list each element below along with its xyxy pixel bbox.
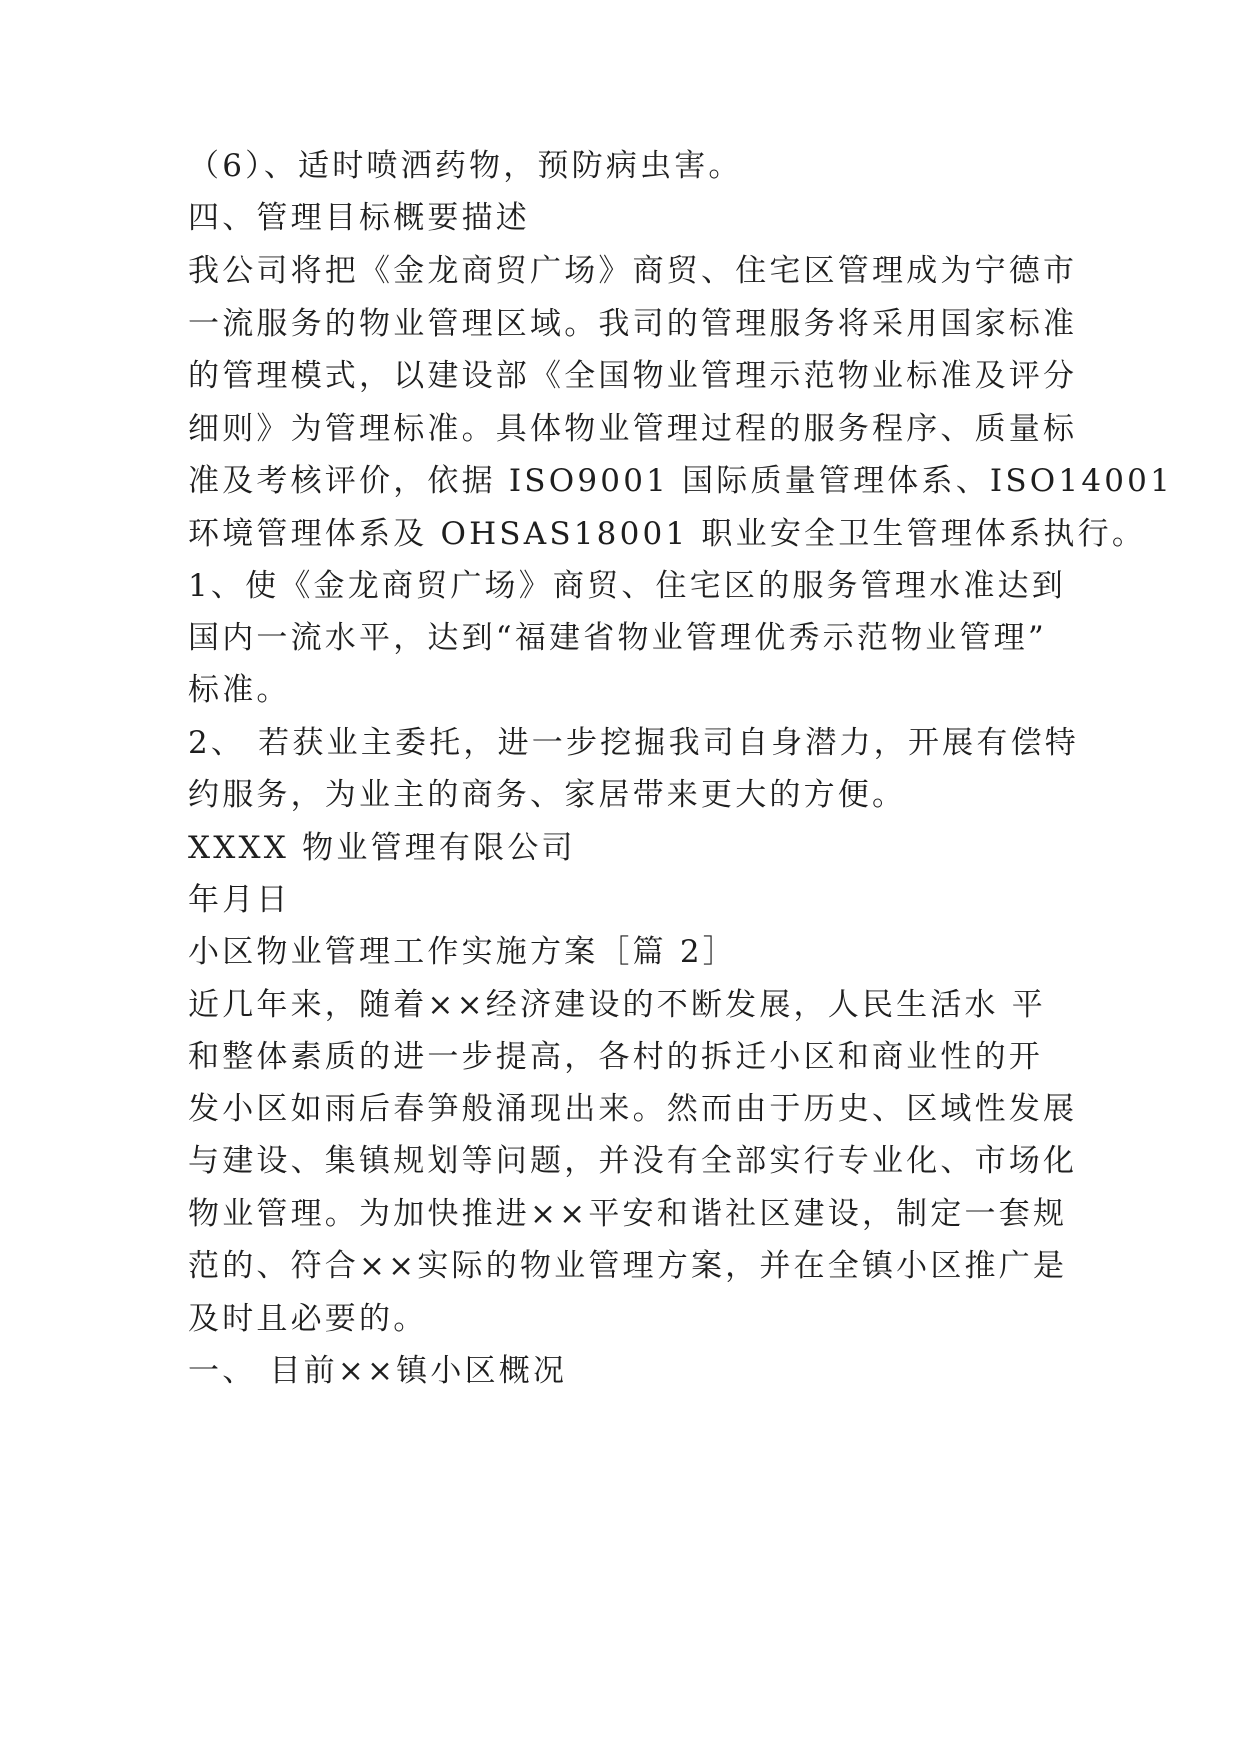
text-line-7: 准及考核评价，依据 ISO9001 国际质量管理体系、ISO14001 [188,463,1174,499]
text-line-6: 细则》为管理标准。具体物业管理过程的服务程序、质量标 [188,411,1078,447]
section-heading-4: 四、管理目标概要描述 [188,200,530,236]
text-line-13: 约服务，为业主的商务、家居带来更大的方便。 [188,777,907,813]
text-line-9: 1、使《金龙商贸广场》商贸、住宅区的服务管理水准达到 [188,568,1066,604]
text-line-11: 标准。 [188,672,291,708]
text-line-12: 2、 若获业主委托，进一步挖掘我司自身潜力，开展有偿特 [188,725,1079,761]
article-title: 小区物业管理工作实施方案［篇 2］ [188,934,737,970]
section-heading-1: 一、 目前××镇小区概况 [188,1353,568,1389]
text-line-19: 发小区如雨后春笋般涌现出来。然而由于历史、区域性发展 [188,1091,1078,1127]
text-line-3: 我公司将把《金龙商贸广场》商贸、住宅区管理成为宁德市 [188,253,1078,289]
text-line-18: 和整体素质的进一步提高，各村的拆迁小区和商业性的开 [188,1039,1043,1075]
text-line-10: 国内一流水平，达到“福建省物业管理优秀示范物业管理” [188,620,1047,656]
text-line-5: 的管理模式，以建设部《全国物业管理示范物业标准及评分 [188,358,1078,394]
text-line-21: 物业管理。为加快推进××平安和谐社区建设，制定一套规 [188,1196,1068,1232]
text-line-17: 近几年来，随着××经济建设的不断发展，人民生活水 平 [188,987,1047,1023]
text-line-4: 一流服务的物业管理区域。我司的管理服务将采用国家标准 [188,306,1078,342]
text-line-22: 范的、符合××实际的物业管理方案，并在全镇小区推广是 [188,1248,1068,1284]
text-line-8: 环境管理体系及 OHSAS18001 职业安全卫生管理体系执行。 [188,516,1147,552]
company-name: XXXX 物业管理有限公司 [188,830,576,866]
text-line-20: 与建设、集镇规划等问题，并没有全部实行专业化、市场化 [188,1143,1078,1179]
date-line: 年月日 [188,882,291,918]
text-line-23: 及时且必要的。 [188,1301,428,1337]
text-line-1: （6）、适时喷洒药物，预防病虫害。 [188,148,743,184]
